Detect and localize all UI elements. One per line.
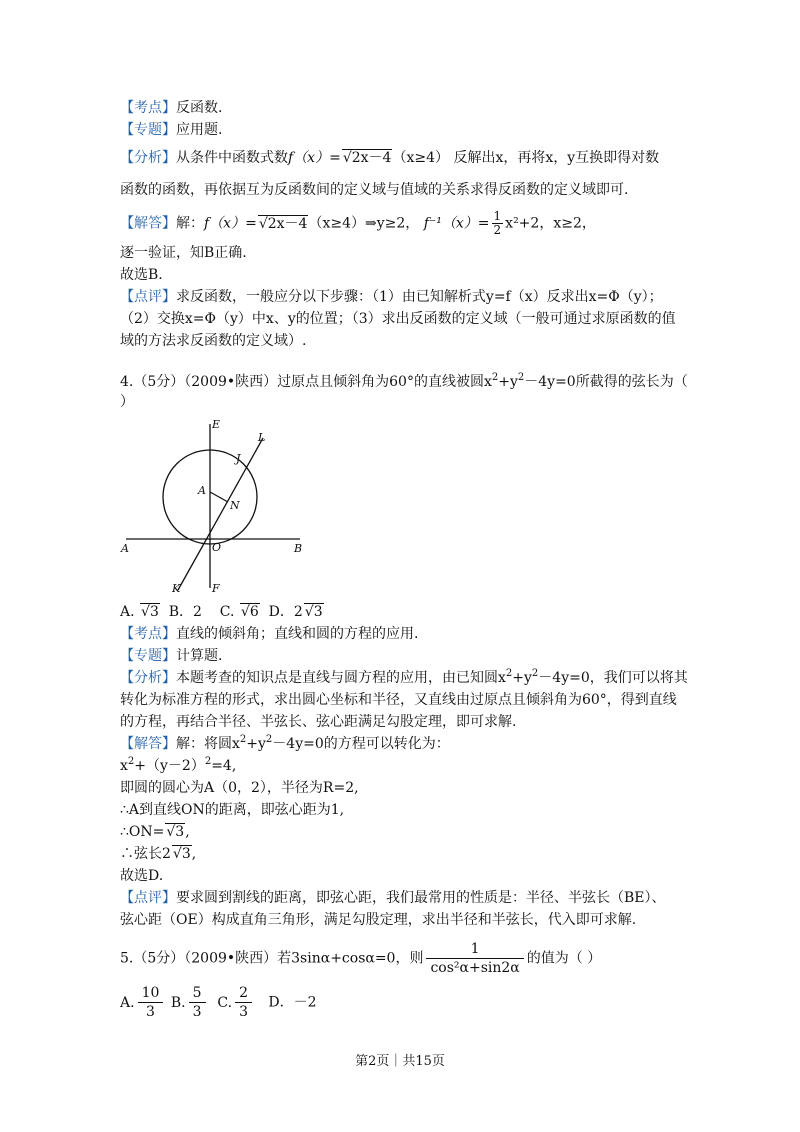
jieda-6a: ∴弦长2 [120,846,171,862]
implication: （x≥4）⇒y≥2， [308,215,420,232]
option-D-label: D．2 [268,604,303,620]
option-A[interactable] [120,604,160,620]
option-C[interactable] [217,985,255,1020]
q5-stem-a: 5.（5分）（2009•陕西）若3sinα+cosα=0，则 [120,950,424,967]
sqrt-expression: √3 [304,604,323,620]
zhuanti-text: 应用题. [176,122,223,138]
sqrt-expression: √6 [240,604,259,620]
q4-stem [120,372,688,392]
jieda-line-2: 逐一验证，知B正确. [120,245,247,261]
label-E: E [212,418,221,431]
dianping-text: 要求圆到割线的距离，即弦心距，我们最常用的性质是：半径、半弦长（BE）、 [176,890,666,906]
jieda-tag: 【解答】 [120,736,176,752]
superscript: 2 [517,372,525,383]
radicand: 2x－4 [351,150,392,166]
superscript: 2 [491,372,499,383]
zhuanti-tag: 【专题】 [120,648,176,664]
radicand: 6 [249,604,259,620]
label-N: N [230,499,240,512]
sqrt-expression: √2x－4 [342,150,392,166]
fenxi-line-1 [120,148,659,168]
superscript: 2 [204,756,212,767]
dianping-text: 求反函数，一般应分以下步骤：（1）由已知解析式y=f（x）反求出x=Φ（y）； [176,289,663,305]
denominator: 3 [146,1004,155,1020]
kaodian-text: 反函数. [176,100,223,116]
q4-jieda-7: 故选D. [120,868,164,884]
zhuanti-tag: 【专题】 [120,122,176,138]
label-A-axis: A [121,542,129,555]
q4-jieda-3: 即圆的圆心为A（0，2），半径为R=2, [120,780,359,796]
option-D[interactable]: D．－2 [268,994,317,1011]
radicand: 3 [313,604,323,620]
superscript: 2 [239,734,247,745]
sqrt-expression: √3 [141,604,159,620]
jieda-5a: ∴ON= [120,824,165,840]
label-J: J [236,452,241,465]
q4-dianping-2: 弦心距（OE）构成直角三角形，满足勾股定理，求出半径和半弦长，代入即可求解. [120,912,637,928]
jieda-text-a: 解：将圆x [176,736,240,752]
numerator: 1 [493,209,502,223]
denominator: 3 [239,1004,249,1020]
option-B-label: B. [170,994,186,1011]
q4-stem-c: －4y=0所截得的弦长为（ [524,374,688,390]
jieda-text-b: +y [246,736,266,752]
q5-options [120,984,317,1021]
q5-stem-b: 的值为（ ） [526,950,602,967]
jieda-6b: , [191,846,197,862]
label-O: O [212,541,222,554]
q4-kaodian [120,624,418,644]
superscript: 2 [505,668,513,679]
radicand: 3 [175,824,185,840]
option-A[interactable] [120,985,166,1020]
label-K: K [172,582,181,595]
fraction [492,210,504,237]
fenxi-text: 从条件中函数式数 [176,150,288,166]
dianping-tag: 【点评】 [120,890,176,906]
numerator: 10 [138,984,164,1003]
option-D[interactable] [269,604,324,620]
radicand: 3 [181,846,191,862]
jieda-result: x²+2，x≥2， [505,215,596,232]
q4-dianping-1 [120,888,666,908]
q4-jieda-4: ∴A到直线ON的距离，即弦心距为1, [120,802,345,818]
radicand: 3 [149,604,159,620]
option-A-label: A. [120,604,135,620]
zhuanti-text: 计算题. [176,648,223,664]
q5-stem [120,940,601,977]
dianping-line-1 [120,287,663,307]
dianping-tag: 【点评】 [120,289,176,305]
label-L: L [258,431,266,444]
kaodian-text: 直线的倾斜角；直线和圆的方程的应用. [176,626,419,642]
domain-condition: （x≥4） [392,150,449,166]
option-C-label: C. [217,994,233,1011]
label-F: F [212,582,220,595]
fenxi-tag: 【分析】 [120,670,176,686]
option-C[interactable] [220,604,260,620]
q4-fenxi-1 [120,668,688,688]
q4-stem-2: ） [120,394,134,410]
option-C-label: C. [219,604,235,620]
jieda-text: 解： [176,215,204,232]
numerator: 2 [235,984,252,1003]
jieda-line-1 [120,210,596,237]
sqrt-expression: √3 [172,846,191,862]
q4-zhuanti [120,646,222,666]
q4-stem-b: +y [498,374,518,390]
q4-jieda-5 [120,822,190,842]
function-expression: f（x）= [288,150,341,166]
q4-jieda-6 [120,844,196,864]
option-A-label: A. [120,994,135,1011]
jieda-2a: x [120,758,128,774]
jieda-line-3: 故选B. [120,267,163,283]
label-A-center: A [198,484,206,497]
fenxi-text-2: 反解出x，再将x，y互换即得对数 [453,150,660,166]
zhuanti-line [120,120,222,140]
label-B: B [294,542,303,555]
function-expression: f（x）= [204,215,257,232]
circle-line-figure [118,410,308,598]
denominator: cos²α+sin2α [430,960,520,976]
q5-fraction [426,940,523,977]
q4-stem-a: 4.（5分）（2009•陕西）过原点且倾斜角为60°的直线被圆x [120,374,492,390]
fenxi-text-b: +y [512,670,532,686]
q4-fenxi-3: 的方程，再结合半径、半弦长、弦心距满足勾股定理，即可求解. [120,714,517,730]
numerator: 5 [189,984,206,1003]
superscript: 2 [265,734,273,745]
denominator: 3 [192,1004,202,1020]
fenxi-tag: 【分析】 [120,150,176,166]
radicand: 2x－4 [267,215,308,232]
kaodian-tag: 【考点】 [120,100,176,116]
superscript: 2 [127,756,135,767]
denominator: 2 [493,223,502,237]
numerator: 1 [426,940,523,959]
jieda-2c: =4, [211,758,237,774]
q4-jieda-1 [120,734,450,754]
option-B[interactable] [170,985,209,1020]
superscript: 2 [531,668,539,679]
line-KL [178,438,263,590]
sqrt-expression: √3 [166,824,185,840]
q4-fenxi-2: 转化为标准方程的形式，求出圆心坐标和半径，又直线由过原点且倾斜角为60°，得到直线 [120,692,677,708]
jieda-tag: 【解答】 [120,215,176,232]
inverse-function: f⁻¹（x）= [423,215,490,232]
q4-jieda-2 [120,756,236,776]
kaodian-tag: 【考点】 [120,626,176,642]
option-B[interactable]: B．2 [168,604,202,620]
fraction [189,984,206,1021]
fraction [138,984,164,1021]
jieda-5b: , [185,824,190,840]
segment-AN [210,492,228,502]
page-footer: 第2页｜共15页 [355,1054,445,1069]
fenxi-line-2: 函数的函数，再依据互为反函数间的定义域与值域的关系求得反函数的定义域即可. [120,182,629,198]
fraction [235,984,252,1021]
fenxi-text-a: 本题考查的知识点是直线与圆方程的应用，由已知圆x [176,670,506,686]
q4-options [120,602,324,622]
dianping-line-3: 域的方法求反函数的定义域）. [120,333,307,349]
sqrt-expression: √2x－4 [258,215,308,232]
fenxi-text-c: －4y=0，我们可以将其 [538,670,688,686]
jieda-text-c: －4y=0的方程可以转化为： [272,736,450,752]
dianping-line-2: （2）交换x=Φ（y）中x、y的位置；（3）求出反函数的定义域（一般可通过求原函数的值 [120,311,676,327]
jieda-2b: +（y－2） [134,758,205,774]
kaodian-line [120,98,222,118]
